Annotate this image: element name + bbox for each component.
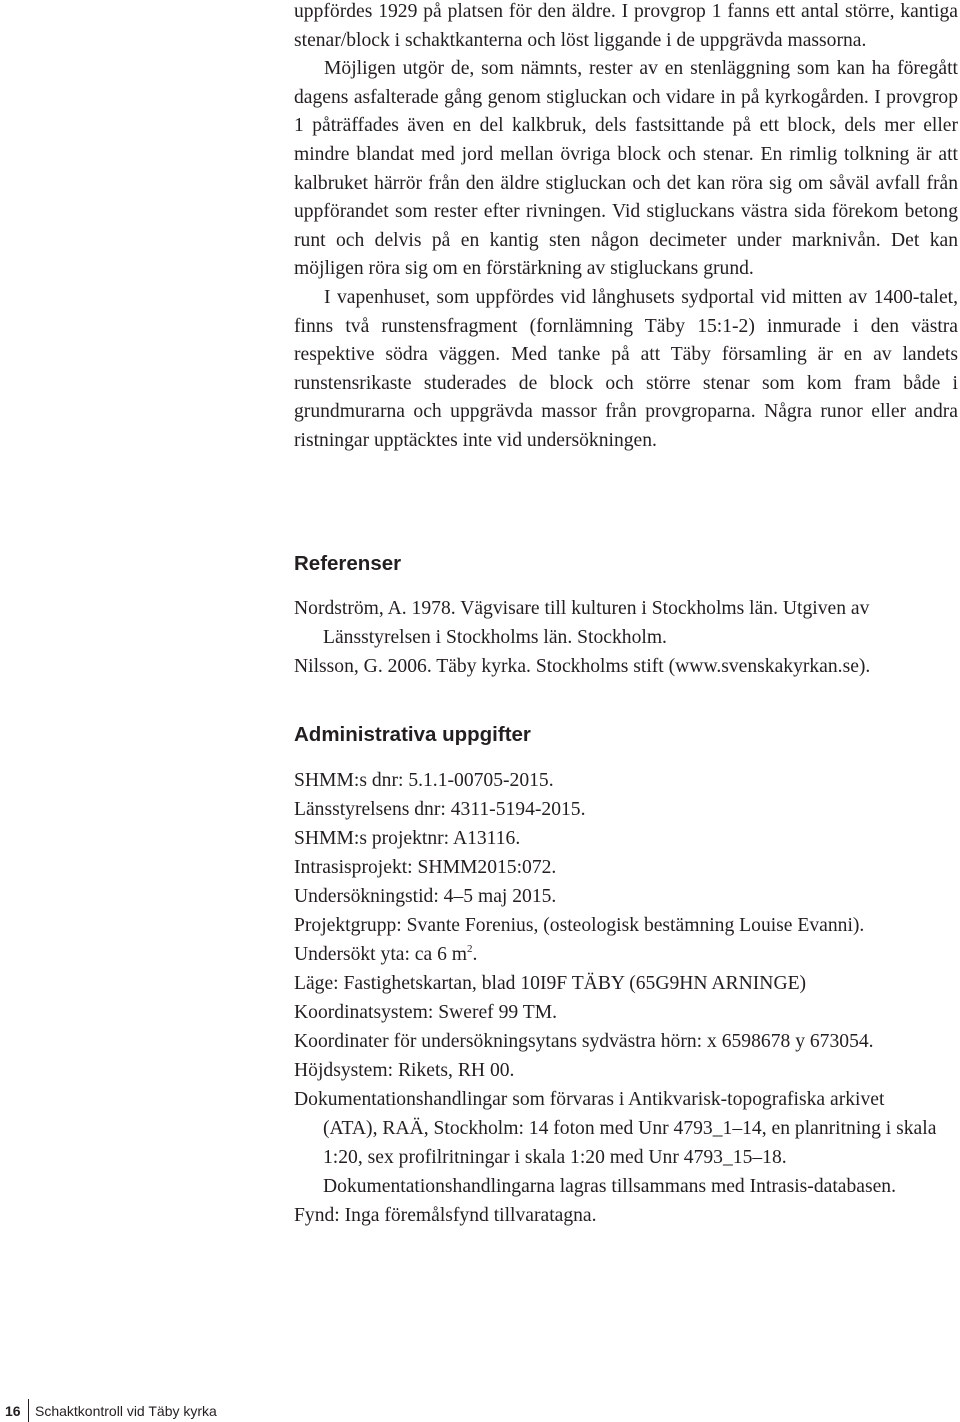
paragraph: Möjligen utgör de, som nämnts, rester av en stenläggning som kan ha föregått dagens asfalterade gång genom stigluckan och vidare in på kyrkogården. I provgrop 1 påträffades även en del kalkbruk, dels fastsittande på ett block, dels mer eller mindre blandat med jord mellan övriga block och stenar. En rimlig tolkning är att kalbruket härrör från den äldre stigluckan och det kan röra sig om såväl avfall från uppförandet som rester efter rivningen. Vid stigluckans västra sida förekom betong runt och delvis på en kantig sten någon decimeter under marknivån. Det kan möjligen röra sig om en förstärkning av stigluckans grund. [294,58,958,280]
references-list [294,594,958,681]
area-text: Undersökt yta: ca 6 m [294,944,468,965]
references-heading: Referenser [294,552,402,575]
admin-heading: Administrativa uppgifter [294,723,531,746]
coordinate-system: Koordinatsystem: Sweref 99 TM. [294,1002,558,1023]
body-text [294,0,958,456]
intrasis-project: Intrasisprojekt: SHMM2015:072. [294,857,557,878]
shmm-dnr: SHMM:s dnr: 5.1.1-00705-2015. [294,770,554,791]
footer-title: Schaktkontroll vid Täby kyrka [35,1403,217,1419]
investigated-area [294,940,958,969]
reference-item: Nilsson, G. 2006. Täby kyrka. Stockholms stift (www.svenskakyrkan.se). [294,656,871,677]
paragraph-continued: uppfördes 1929 på platsen för den äldre. I provgrop 1 fanns ett antal större, kantiga stenar/block i schaktkanterna och löst liggande i de uppgrävda massorna. [294,1,958,51]
page-footer [0,1399,300,1422]
footer-divider [28,1399,29,1422]
coordinates: Koordinater för undersökningsytans sydvästra hörn: x 6598678 y 673054. [294,1031,874,1052]
project-group: Projektgrupp: Svante Forenius, (osteologisk bestämning Louise Evanni). [294,915,865,936]
project-number: SHMM:s projektnr: A13116. [294,828,521,849]
lansstyrelsen-dnr: Länsstyrelsens dnr: 4311-5194-2015. [294,799,586,820]
reference-item: Nordström, A. 1978. Vägvisare till kulturen i Stockholms län. Utgiven av Länsstyrelsen i Stockholms län. Stockholm. [294,598,870,648]
documentation-records: Dokumentationshandlingar som förvaras i Antikvarisk-topografiska arkivet (ATA), RAÄ, Stockholm: 14 foton med Unr 4793_1–14, en planritning i skala 1:20, sex profilritningar i skala 1:20 med Unr 4793_15–18. Dokumentationshandlingarna lagras tillsammans med Intrasis-databasen. [294,1089,937,1197]
page-number: 16 [5,1403,21,1419]
height-system: Höjdsystem: Rikets, RH 00. [294,1060,515,1081]
paragraph: I vapenhuset, som uppfördes vid långhusets sydportal vid mitten av 1400-talet, finns två runstensfragment (fornlämning Täby 15:1-2) inmurade i den västra respektive södra väggen. Med tanke på att Täby församling är en av landets runstensrikaste studerades de block och större stenar som kom fram både i grundmurarna och uppgrävda massor från provgroparna. Några runor eller andra ristningar upptäcktes inte vid undersökningen. [294,286,958,451]
admin-details [294,766,958,1230]
investigation-time: Undersökningstid: 4–5 maj 2015. [294,886,557,907]
location: Läge: Fastighetskartan, blad 10I9F TÄBY (65G9HN ARNINGE) [294,973,807,994]
finds: Fynd: Inga föremålsfynd tillvaratagna. [294,1205,597,1226]
area-superscript: 2 [467,943,473,955]
body-text-column [294,0,958,456]
area-end: . [472,944,478,965]
